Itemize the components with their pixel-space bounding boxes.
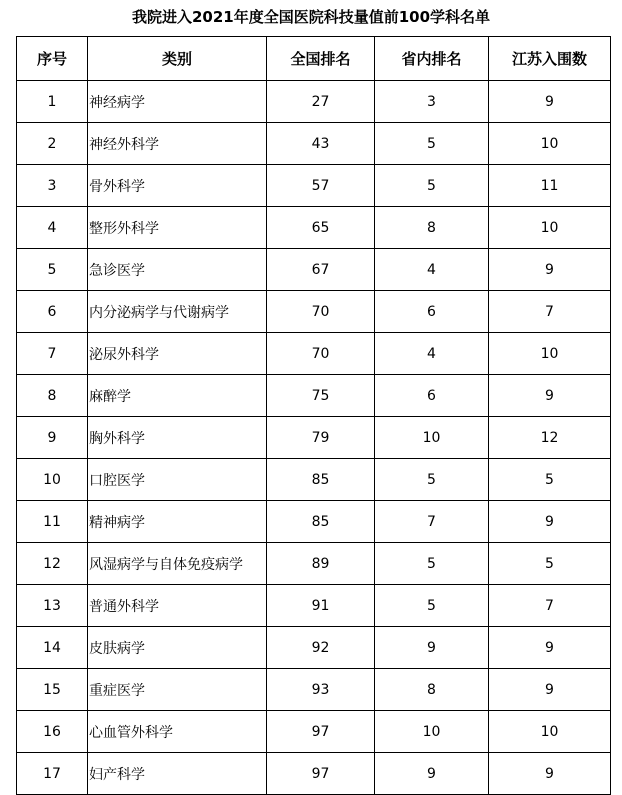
cell-jiangsu-count: 10 <box>489 711 611 753</box>
cell-jiangsu-count: 5 <box>489 543 611 585</box>
cell-provincial-rank: 5 <box>375 459 489 501</box>
cell-index: 11 <box>17 501 88 543</box>
table-row <box>17 627 611 669</box>
ranking-table <box>16 36 611 795</box>
cell-provincial-rank: 8 <box>375 207 489 249</box>
cell-jiangsu-count: 5 <box>489 459 611 501</box>
cell-category: 普通外科学 <box>88 585 267 627</box>
cell-index: 10 <box>17 459 88 501</box>
cell-jiangsu-count: 12 <box>489 417 611 459</box>
cell-jiangsu-count: 9 <box>489 753 611 795</box>
header-index: 序号 <box>17 37 88 81</box>
cell-category: 骨外科学 <box>88 165 267 207</box>
table-row <box>17 123 611 165</box>
cell-provincial-rank: 4 <box>375 333 489 375</box>
cell-national-rank: 43 <box>267 123 375 165</box>
cell-provincial-rank: 3 <box>375 81 489 123</box>
cell-category: 泌尿外科学 <box>88 333 267 375</box>
cell-provincial-rank: 6 <box>375 375 489 417</box>
page-title: 我院进入2021年度全国医院科技量值前100学科名单 <box>131 8 491 26</box>
cell-national-rank: 65 <box>267 207 375 249</box>
cell-national-rank: 85 <box>267 459 375 501</box>
cell-national-rank: 89 <box>267 543 375 585</box>
cell-category: 急诊医学 <box>88 249 267 291</box>
header-row <box>17 37 611 81</box>
cell-provincial-rank: 8 <box>375 669 489 711</box>
cell-jiangsu-count: 9 <box>489 249 611 291</box>
header-national-rank: 全国排名 <box>267 37 375 81</box>
cell-index: 12 <box>17 543 88 585</box>
cell-provincial-rank: 4 <box>375 249 489 291</box>
table-row <box>17 207 611 249</box>
cell-national-rank: 75 <box>267 375 375 417</box>
cell-index: 3 <box>17 165 88 207</box>
cell-jiangsu-count: 9 <box>489 669 611 711</box>
cell-provincial-rank: 5 <box>375 543 489 585</box>
cell-index: 5 <box>17 249 88 291</box>
cell-category: 麻醉学 <box>88 375 267 417</box>
cell-jiangsu-count: 9 <box>489 501 611 543</box>
cell-category: 妇产科学 <box>88 753 267 795</box>
cell-jiangsu-count: 7 <box>489 291 611 333</box>
cell-category: 心血管外科学 <box>88 711 267 753</box>
table-header <box>17 37 611 81</box>
cell-provincial-rank: 5 <box>375 165 489 207</box>
table-row <box>17 669 611 711</box>
cell-jiangsu-count: 9 <box>489 81 611 123</box>
cell-provincial-rank: 7 <box>375 501 489 543</box>
cell-jiangsu-count: 10 <box>489 333 611 375</box>
cell-jiangsu-count: 10 <box>489 123 611 165</box>
table-row <box>17 459 611 501</box>
cell-category: 风湿病学与自体免疫病学 <box>88 543 267 585</box>
cell-category: 口腔医学 <box>88 459 267 501</box>
table-row <box>17 543 611 585</box>
cell-jiangsu-count: 9 <box>489 627 611 669</box>
cell-national-rank: 70 <box>267 333 375 375</box>
cell-national-rank: 57 <box>267 165 375 207</box>
cell-provincial-rank: 9 <box>375 753 489 795</box>
cell-index: 15 <box>17 669 88 711</box>
table-row <box>17 753 611 795</box>
table-row <box>17 501 611 543</box>
cell-index: 2 <box>17 123 88 165</box>
cell-jiangsu-count: 11 <box>489 165 611 207</box>
table-row <box>17 711 611 753</box>
cell-jiangsu-count: 9 <box>489 375 611 417</box>
cell-jiangsu-count: 7 <box>489 585 611 627</box>
cell-provincial-rank: 10 <box>375 417 489 459</box>
cell-index: 7 <box>17 333 88 375</box>
cell-category: 胸外科学 <box>88 417 267 459</box>
cell-provincial-rank: 10 <box>375 711 489 753</box>
cell-national-rank: 67 <box>267 249 375 291</box>
cell-index: 14 <box>17 627 88 669</box>
cell-index: 16 <box>17 711 88 753</box>
table-body <box>17 81 611 795</box>
cell-provincial-rank: 6 <box>375 291 489 333</box>
cell-category: 神经病学 <box>88 81 267 123</box>
table-row <box>17 333 611 375</box>
header-category: 类别 <box>88 37 267 81</box>
cell-category: 神经外科学 <box>88 123 267 165</box>
header-jiangsu-count: 江苏入围数 <box>489 37 611 81</box>
table-row <box>17 417 611 459</box>
table-row <box>17 291 611 333</box>
cell-national-rank: 91 <box>267 585 375 627</box>
cell-national-rank: 85 <box>267 501 375 543</box>
cell-national-rank: 70 <box>267 291 375 333</box>
cell-national-rank: 92 <box>267 627 375 669</box>
table-row <box>17 165 611 207</box>
cell-index: 1 <box>17 81 88 123</box>
cell-index: 4 <box>17 207 88 249</box>
table-row <box>17 249 611 291</box>
cell-index: 8 <box>17 375 88 417</box>
cell-category: 皮肤病学 <box>88 627 267 669</box>
cell-jiangsu-count: 10 <box>489 207 611 249</box>
cell-provincial-rank: 5 <box>375 585 489 627</box>
cell-national-rank: 97 <box>267 753 375 795</box>
cell-category: 精神病学 <box>88 501 267 543</box>
cell-category: 整形外科学 <box>88 207 267 249</box>
cell-index: 9 <box>17 417 88 459</box>
header-provincial-rank: 省内排名 <box>375 37 489 81</box>
cell-index: 6 <box>17 291 88 333</box>
cell-category: 内分泌病学与代谢病学 <box>88 291 267 333</box>
cell-index: 13 <box>17 585 88 627</box>
table-row <box>17 375 611 417</box>
table-row <box>17 81 611 123</box>
table-row <box>17 585 611 627</box>
cell-category: 重症医学 <box>88 669 267 711</box>
cell-national-rank: 93 <box>267 669 375 711</box>
cell-index: 17 <box>17 753 88 795</box>
cell-provincial-rank: 9 <box>375 627 489 669</box>
cell-national-rank: 79 <box>267 417 375 459</box>
cell-provincial-rank: 5 <box>375 123 489 165</box>
cell-national-rank: 97 <box>267 711 375 753</box>
cell-national-rank: 27 <box>267 81 375 123</box>
